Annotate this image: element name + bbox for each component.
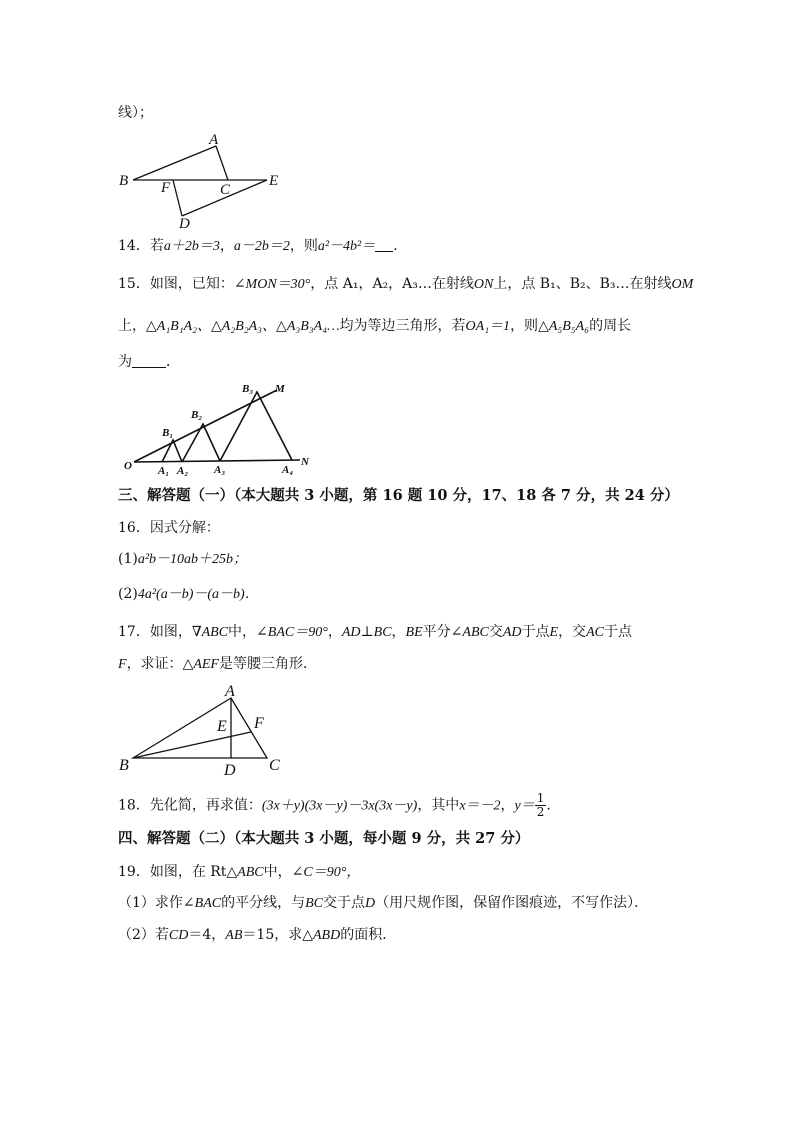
answer-blank — [375, 237, 393, 252]
question-15-line3: 为 ． — [118, 354, 180, 370]
label-c: C — [269, 757, 280, 774]
label-c: C — [220, 182, 231, 198]
label-b: B — [119, 757, 129, 774]
label-a2: A₂ — [177, 465, 189, 477]
label-b1: B₁ — [162, 427, 174, 439]
label-d: D — [224, 762, 236, 779]
label-b2: B₂ — [191, 409, 203, 421]
section-4-heading: 四、解答题（二）（本大题共 3 小题，每小题 9 分，共 27 分） — [118, 830, 530, 847]
label-a3: A₃ — [214, 464, 226, 476]
label-a1: A₁ — [158, 465, 170, 477]
fraction-one-half: $\frac{1}{2}$ — [536, 791, 545, 819]
label-b: B — [119, 173, 129, 189]
figure-right-triangle-abc — [115, 680, 295, 780]
section-3-heading: 三、解答题（一）（本大题共 3 小题，第 16 题 10 分，17、18 各 7 分，共 24 分） — [118, 487, 679, 504]
question-17-line2: F，求证：△AEF是等腰三角形． — [118, 656, 317, 672]
label-m: M — [275, 383, 285, 395]
label-a4: A₄ — [282, 464, 294, 476]
question-19-part1: （1）求作∠BAC的平分线，与BC交于点D（用尺规作图，保留作图痕迹，不写作法）． — [118, 895, 649, 911]
question-16-part1: (1)a²b－10ab＋25b； — [118, 551, 248, 567]
label-f: F — [161, 180, 171, 196]
continued-text: 线）； — [118, 105, 153, 121]
question-17-line1: 17．如图，∇ABC中，∠BAC＝90°，AD⊥BC，BE平分∠ABC交AD于点E，交AC于点 — [118, 624, 632, 640]
label-e: E — [217, 718, 227, 735]
question-14: 14．若a＋2b＝3，a－2b＝2，则a²－4b²＝ ． — [118, 238, 408, 254]
label-e: E — [269, 173, 279, 189]
question-16-part2: (2)4a²(a－b)－(a－b)． — [118, 586, 259, 602]
label-a: A — [225, 683, 235, 700]
question-16-title: 16．因式分解： — [118, 520, 220, 536]
question-19-line1: 19．如图，在 Rt△ABC中，∠C＝90°， — [118, 864, 361, 880]
label-a: A — [209, 132, 219, 148]
figure-triangles-bfcede — [115, 128, 295, 233]
question-18: 18．先化简，再求值：(3x＋y)(3x－y)－3x(3x－y)，其中x＝－2，y＝ $\frac{1}{2}$ ． — [118, 791, 561, 819]
label-b3: B₃ — [242, 383, 254, 395]
label-n: N — [301, 456, 309, 468]
question-19-part2: （2）若CD＝4，AB＝15，求△ABD的面积． — [118, 927, 397, 943]
figure-equilateral-chain — [122, 380, 322, 475]
label-d: D — [179, 216, 190, 232]
label-o: O — [124, 460, 132, 472]
label-f: F — [254, 715, 264, 732]
answer-blank — [132, 353, 166, 368]
question-15-line2: 上，△A₁B₁A₂、△A₂B₂A₃、△A₃B₃A₄…均为等边三角形，若OA₁＝1，则△A₅B₅A₆的周长 — [118, 318, 632, 334]
question-15-line1: 15．如图，已知：∠MON＝30°，点 A₁，A₂，A₃…在射线ON上，点 B₁、B₂、B₃…在射线OM — [118, 276, 694, 292]
